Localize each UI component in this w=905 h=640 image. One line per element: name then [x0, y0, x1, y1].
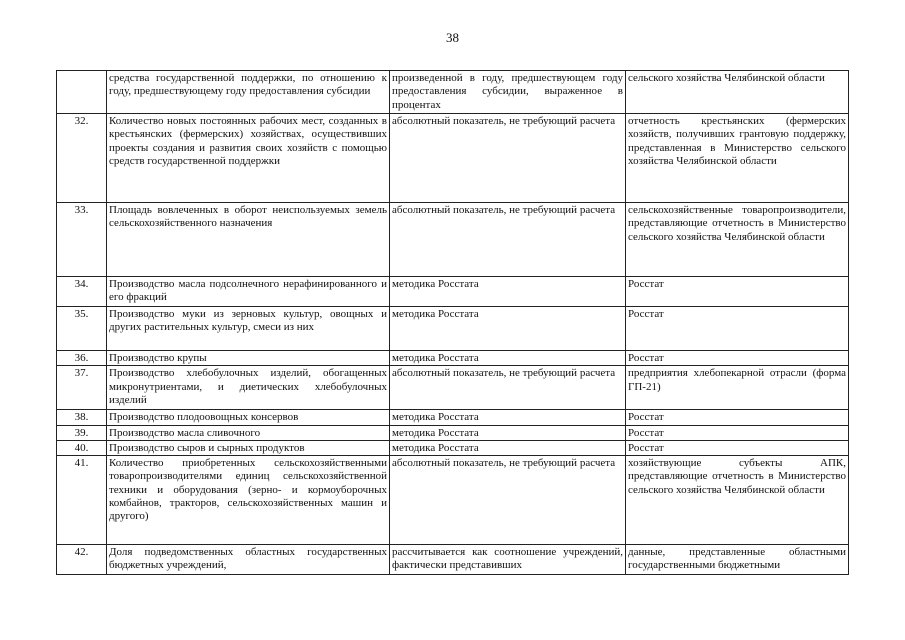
calculation-method: абсолютный показатель, не требующий расчета [390, 114, 626, 203]
calculation-method: абсолютный показатель, не требующий расчета [390, 203, 626, 277]
indicator-description: Производство крупы [107, 351, 390, 366]
indicators-table [56, 70, 849, 575]
calculation-method: рассчитывается как соотношение учреждений, фактически представивших [390, 545, 626, 575]
indicator-description: Производство масла сливочного [107, 425, 390, 440]
row-number: 39. [57, 425, 107, 440]
data-source: сельского хозяйства Челябинской области [626, 71, 849, 114]
calculation-method: методика Росстата [390, 425, 626, 440]
data-source: Росстат [626, 307, 849, 351]
table-row [57, 203, 849, 277]
data-source: предприятия хлебопекарной отрасли (форма ГП-21) [626, 366, 849, 410]
data-source: данные, представленные областными государственными бюджетными [626, 545, 849, 575]
data-source: отчетность крестьянских (фермерских хозяйств, получивших грантовую поддержку, представленная в Министерство сельского хозяйства Челябинской области [626, 114, 849, 203]
indicator-description: Производство муки из зерновых культур, овощных и других растительных культур, смеси из них [107, 307, 390, 351]
calculation-method: произведенной в году, предшествующем году предоставления субсидии, выраженное в процентах [390, 71, 626, 114]
indicator-description: Производство плодоовощных консервов [107, 410, 390, 425]
calculation-method: методика Росстата [390, 410, 626, 425]
row-number: 41. [57, 456, 107, 545]
table-row [57, 410, 849, 425]
indicator-description: Производство масла подсолнечного нерафинированного и его фракций [107, 277, 390, 307]
indicator-description: средства государственной поддержки, по отношению к году, предшествующему году предоставления субсидии [107, 71, 390, 114]
row-number: 36. [57, 351, 107, 366]
table-row [57, 425, 849, 440]
calculation-method: абсолютный показатель, не требующий расчета [390, 456, 626, 545]
calculation-method: методика Росстата [390, 307, 626, 351]
indicator-description: Количество новых постоянных рабочих мест, созданных в крестьянских (фермерских) хозяйствах, осуществивших проекты создания и развития своих хозяйств с помощью средств государственной поддержки [107, 114, 390, 203]
row-number: 34. [57, 277, 107, 307]
calculation-method: абсолютный показатель, не требующий расчета [390, 366, 626, 410]
calculation-method: методика Росстата [390, 351, 626, 366]
data-source: Росстат [626, 425, 849, 440]
row-number: 42. [57, 545, 107, 575]
data-source: Росстат [626, 277, 849, 307]
table-row [57, 545, 849, 575]
indicator-description: Производство хлебобулочных изделий, обогащенных микронутриентами, и диетических хлебобулочных изделий [107, 366, 390, 410]
table-row [57, 366, 849, 410]
table-row [57, 277, 849, 307]
data-source: хозяйствующие субъекты АПК, представляющие отчетность в Министерство сельского хозяйства Челябинской области [626, 456, 849, 545]
row-number: 35. [57, 307, 107, 351]
indicator-description: Производство сыров и сырных продуктов [107, 440, 390, 455]
table-row [57, 456, 849, 545]
row-number: 32. [57, 114, 107, 203]
data-source: Росстат [626, 410, 849, 425]
row-number: 37. [57, 366, 107, 410]
indicator-description: Количество приобретенных сельскохозяйственными товаропроизводителями единиц сельскохозяйственной техники и оборудования (зерно- и кормоуборочных комбайнов, тракторов, сельскохозяйственных машин и другого) [107, 456, 390, 545]
data-source: Росстат [626, 351, 849, 366]
data-source: сельскохозяйственные товаропроизводители, представляющие отчетность в Министерство сельского хозяйства Челябинской области [626, 203, 849, 277]
table-row [57, 307, 849, 351]
row-number [57, 71, 107, 114]
page-number: 38 [446, 30, 459, 45]
calculation-method: методика Росстата [390, 277, 626, 307]
row-number: 40. [57, 440, 107, 455]
indicator-description: Площадь вовлеченных в оборот неиспользуемых земель сельскохозяйственного назначения [107, 203, 390, 277]
table-row [57, 351, 849, 366]
indicator-description: Доля подведомственных областных государственных бюджетных учреждений, [107, 545, 390, 575]
data-source: Росстат [626, 440, 849, 455]
table-row [57, 71, 849, 114]
row-number: 38. [57, 410, 107, 425]
table-row [57, 440, 849, 455]
row-number: 33. [57, 203, 107, 277]
calculation-method: методика Росстата [390, 440, 626, 455]
table-row [57, 114, 849, 203]
